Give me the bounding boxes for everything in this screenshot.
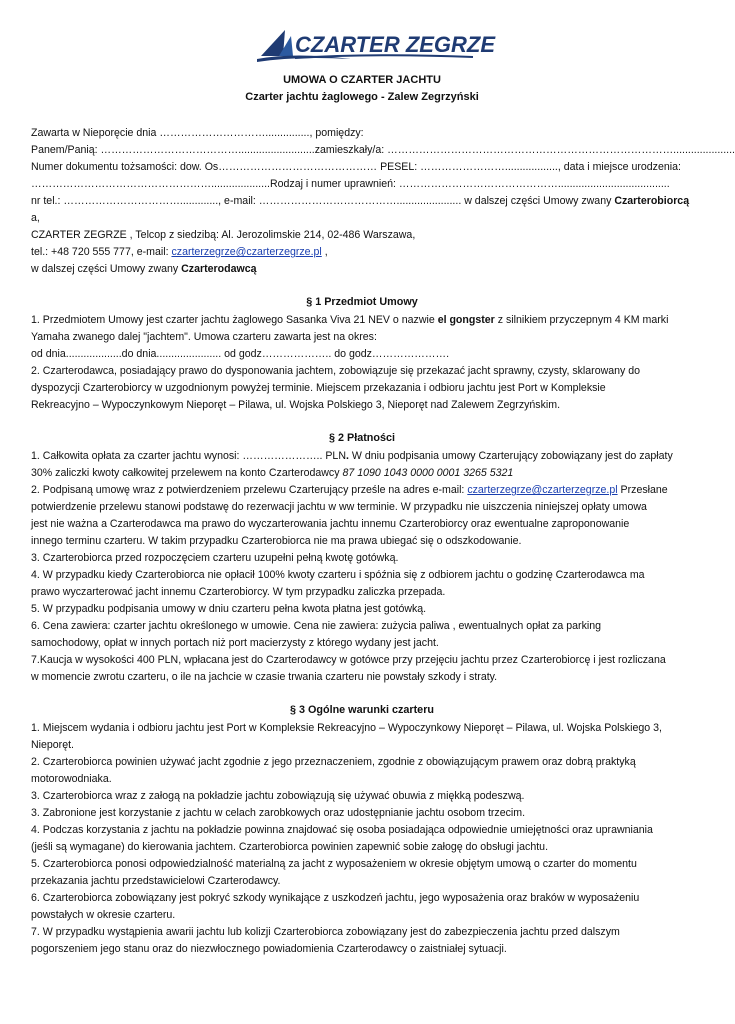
s2-line — [31, 483, 668, 497]
parties-line — [31, 245, 328, 259]
s1-line: Rekreacyjno – Wypoczynkowym Nieporęt – Pilawa, ul. Wojska Polskiego 3, Nieporęt nad Zalewem Zegrzyńskim. — [31, 399, 561, 411]
parties-line: ……………………………………………....................Rodzaj i numer uprawnień: ………………………………………...................................... — [31, 178, 670, 190]
s3-line: 6. Czarterobiorca zobowiązany jest pokryć szkody wynikające z uszkodzeń jachtu, jego wyposażenia oraz braków w wyposażeniu — [31, 892, 640, 904]
s2-line: 3. Czarterobiorca przed rozpoczęciem czarteru uzupełni pełną kwotę gotówką. — [31, 552, 399, 564]
s3-line: 2. Czarterobiorca powinien używać jacht zgodnie z jego przeznaczeniem, zgodnie z obowiązującym prawem oraz dobrą praktyką — [31, 756, 636, 768]
s3-line: pogorszeniem jego stanu oraz do niezwłocznego powiadomienia Czarterodawcy o zaistniałej sytuacji. — [31, 943, 507, 955]
s1-line: Yamaha zwanego dalej "jachtem". Umowa czarteru zawarta jest na okres: — [31, 331, 377, 343]
s2-line: 4. W przypadku kiedy Czarterobiorca nie opłacił 100% kwoty czarteru i spóźnia się z odbiorem jachtu o godzinę Czarterodawca ma — [31, 569, 645, 581]
s3-line: motorowodniaka. — [31, 773, 112, 785]
text-segment: W dniu podpisania umowy Czarterujący zobowiązany jest do zapłaty — [348, 450, 673, 462]
text-segment: z silnikiem przyczepnym 4 KM marki — [494, 314, 669, 326]
section-heading: § 3 Ogólne warunki czarteru — [289, 704, 434, 716]
s3-line: 4. Podczas korzystania z jachtu na pokładzie powinna znajdować się osoba posiadająca odpowiednie umiejętności oraz uprawniania — [31, 824, 653, 836]
s2-line: w momencie zwrotu czarteru, o ile na jachcie w czasie trwania czarteru nie powstały szkody i straty. — [31, 671, 498, 683]
s2-line: 7.Kaucja w wysokości 400 PLN, wpłacana jest do Czarterodawcy w gotówce przy przejęciu jachtu przez Czarterobiorcę i jest rozliczana — [31, 654, 666, 666]
s2-line: prawo wyczarterować jacht innemu Czarterobiorcy. W tym przypadku zaliczka przepada. — [31, 586, 446, 598]
s3-line: powstałych w okresie czarteru. — [31, 909, 176, 921]
s3-line: przekazania jachtu przedstawicielowi Czarterodawcy. — [31, 875, 281, 887]
yacht-name: el gongster — [437, 314, 495, 326]
parties-line: CZARTER ZEGRZE , Telcop z siedzibą: Al. Jerozolimskie 214, 02-486 Warszawa, — [31, 229, 416, 241]
text-segment: , — [321, 246, 328, 258]
text-segment: tel.: +48 720 555 777, e-mail: — [31, 246, 172, 258]
text-segment: 30% zaliczki kwoty całkowitej przelewem na konto Czarterodawcy — [31, 467, 343, 479]
s1-line: od dnia...................do dnia...................... od godz……………….. do godz…………………. — [31, 348, 450, 360]
parties-line: Zawarta w Nieporęcie dnia …………………………..............., pomiędzy: — [31, 127, 364, 139]
s3-line: 5. Czarterobiorca ponosi odpowiedzialność materialną za jacht z wyposażeniem w okresie objętym umową o czarter do momentu — [31, 858, 637, 870]
bank-account-number: 87 1090 1043 0000 0001 3265 5321 — [342, 467, 514, 479]
s2-line: jest nie ważna a Czarterodawca ma prawo do wyczarterowania jachtu innemu Czarterobiorcy oraz ewentualne zaproponowanie — [31, 518, 630, 530]
text-segment: nr tel.: ……………………………............., e-mail: …………………………………...................... w dalszej części Umowy zwany — [31, 195, 615, 207]
s2-line: 6. Cena zawiera: czarter jachtu określonego w umowie. Cena nie zawiera: zużycia paliwa , ewentualnych opłat za parking — [31, 620, 602, 632]
s3-line: Nieporęt. — [31, 739, 74, 751]
term-czarterobiorca: Czarterobiorcą — [614, 195, 690, 207]
s2-line: 5. W przypadku podpisania umowy w dniu czarteru pełna kwota płatna jest gotówką. — [31, 603, 427, 615]
s1-line: 2. Czarterodawca, posiadający prawo do dysponowania jachtem, zobowiązuje się przekazać jacht sprawny, czysty, sklarowany do — [31, 365, 641, 377]
s3-line: 1. Miejscem wydania i odbioru jachtu jest Port w Kompleksie Rekreacyjno – Wypoczynkowy Nieporęt – Pilawa, ul. Wojska Polskiego 3, — [31, 722, 662, 734]
s2-line — [31, 449, 673, 463]
text-segment: 1. Przedmiotem Umowy jest czarter jachtu żaglowego Sasanka Viva 21 NEV o nazwie — [31, 314, 438, 326]
text-segment: w dalszej części Umowy zwany — [31, 263, 182, 275]
logo-text: CZARTER ZEGRZE — [295, 32, 496, 57]
parties-line: Numer dokumentu tożsamości: dow. Os……………………………………… PESEL: …………………….................., data i miejsce urodzenia: — [31, 161, 681, 173]
parties-line: Panem/Panią: …………………………………..........................zamieszkały/a: ………………………………………………………………………..................... — [31, 144, 735, 156]
contract-title: UMOWA O CZARTER JACHTU — [283, 74, 441, 86]
text-segment: 1. Całkowita opłata za czarter jachtu wynosi: ………………….. PLN — [31, 450, 346, 462]
s3-line: 3. Czarterobiorca wraz z załogą na pokładzie jachtu zobowiązują się używać obuwia z miękką podeszwą. — [31, 790, 525, 802]
section-heading: § 1 Przedmiot Umowy — [306, 296, 418, 308]
text-segment: Przesłane — [617, 484, 668, 496]
sailboat-logo-icon — [255, 26, 496, 66]
parties-line — [31, 194, 689, 208]
parties-line — [31, 262, 257, 276]
s3-line: 3. Zabronione jest korzystanie z jachtu w celach zarobkowych oraz udostępnianie jachtu osobom trzecim. — [31, 807, 526, 819]
section-heading: § 2 Płatności — [328, 432, 395, 444]
s2-line: samochodowy, opłat w innych portach niż port macierzysty z którego wydany jest jacht. — [31, 637, 439, 649]
s1-line — [31, 313, 668, 327]
text-segment: . — [345, 450, 349, 462]
s2-line: potwierdzenie przelewu stanowi podstawę do rezerwacji jachtu w ww terminie. W przypadku nie uiszczenia niniejszej opłaty umowa — [31, 501, 647, 513]
s2-line: innego terminu czarteru. W takim przypadku Czarterobiorca nie ma prawa ubiegać się o odszkodowanie. — [31, 535, 522, 547]
s3-line: (jeśli są wymagane) do kierowania jachtem. Czarterobiorca powinien zapewnić sobie załogę do obsługi jachtu. — [31, 841, 549, 853]
parties-line: a, — [31, 212, 40, 224]
text-segment: 2. Podpisaną umowę wraz z potwierdzeniem przelewu Czarterujący prześle na adres e-mail: — [31, 484, 468, 496]
s2-line — [31, 466, 513, 480]
contract-subtitle: Czarter jachtu żaglowego - Zalew Zegrzyński — [245, 91, 479, 103]
email-link[interactable]: czarterzegrze@czarterzegrze.pl — [171, 246, 322, 258]
email-link[interactable]: czarterzegrze@czarterzegrze.pl — [467, 484, 618, 496]
s3-line: 7. W przypadku wystąpienia awarii jachtu lub kolizji Czarterobiorca zobowiązany jest do zabezpieczenia jachtu przed dalszym — [31, 926, 620, 938]
term-czarterodawca: Czarterodawcą — [181, 263, 257, 275]
czarter-zegrze-logo — [255, 26, 496, 66]
s1-line: dyspozycji Czarterobiorcy w uzgodnionym powyżej terminie. Miejscem przekazania i odbioru jachtu jest Port w Kompleksie — [31, 382, 606, 394]
